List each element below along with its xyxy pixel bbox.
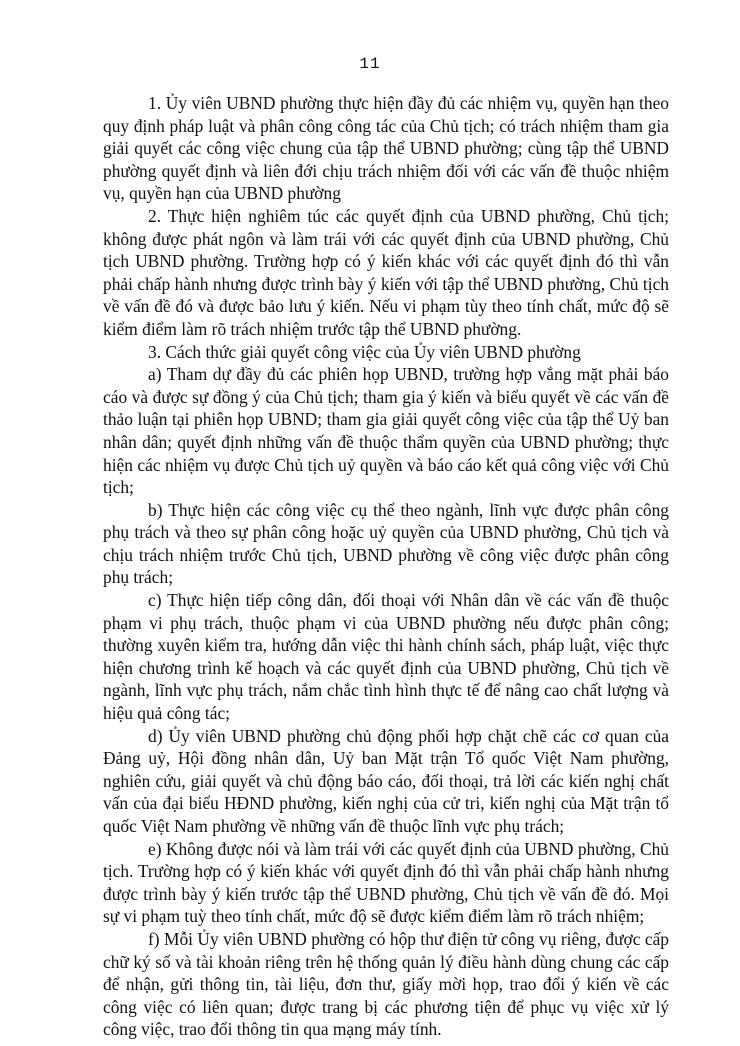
paragraph-3a: a) Tham dự đầy đủ các phiên họp UBND, trường hợp vắng mặt phải báo cáo và được sự đồng ý của Chủ tịch; tham gia ý kiến và biểu quyết về các vấn đề thảo luận tại phiên họp UBND; tham gia giải quyết công việc của tập thể Uỷ ban nhân dân; quyết định những vấn đề thuộc thẩm quyền của UBND phường; thực hiện các nhiệm vụ được Chủ tịch uỷ quyền và báo cáo kết quả công việc với Chủ tịch; bbox=[103, 364, 669, 498]
paragraph-3f: f) Mỗi Ủy viên UBND phường có hộp thư điện tử công vụ riêng, được cấp chữ ký số và tài khoản riêng trên hệ thống quản lý điều hành dùng chung các cấp để nhận, gửi thông tin, tài liệu, đơn thư, giấy mời họp, trao đổi ý kiến về các công việc có liên quan; được trang bị các phương tiện để phục vụ việc xử lý công việc, trao đổi thông tin qua mạng máy tính. bbox=[103, 928, 669, 1040]
paragraph-3e: e) Không được nói và làm trái với các quyết định của UBND phường, Chủ tịch. Trường hợp có ý kiến khác với quyết định đó thì vẫn phải chấp hành nhưng được trình bày ý kiến trước tập thể UBND phường, Chủ tịch về vấn đề đó. Mọi sự vi phạm tuỳ theo tính chất, mức độ sẽ được kiểm điểm làm rõ trách nhiệm; bbox=[103, 838, 669, 927]
paragraph-3d: d) Ủy viên UBND phường chủ động phối hợp chặt chẽ các cơ quan của Đảng uỷ, Hội đồng nhân dân, Uỷ ban Mặt trận Tổ quốc Việt Nam phường, nghiên cứu, giải quyết và chủ động báo cáo, đối thoại, trả lời các kiến nghị chất vấn của đại biểu HĐND phường, kiến nghị của cử tri, kiến nghị của Mặt trận tổ quốc Việt Nam phường về những vấn đề thuộc lĩnh vực phụ trách; bbox=[103, 725, 669, 836]
paragraph-2: 2. Thực hiện nghiêm túc các quyết định của UBND phường, Chủ tịch; không được phát ngôn và làm trái với các quyết định của UBND phường, Chủ tịch UBND phường. Trường hợp có ý kiến khác với các quyết định đó thì vẫn phải chấp hành nhưng được trình bày ý kiến với tập thể UBND phường, Chủ tịch về vấn đề đó và được bảo lưu ý kiến. Nếu vi phạm tùy theo tính chất, mức độ sẽ kiểm điểm làm rõ trách nhiệm trước tập thể UBND phường. bbox=[103, 205, 669, 339]
document-body bbox=[103, 92, 669, 1041]
paragraph-1: 1. Ủy viên UBND phường thực hiện đầy đủ các nhiệm vụ, quyền hạn theo quy định pháp luật và phân công công tác của Chủ tịch; có trách nhiệm tham gia giải quyết các công việc chung của tập thể UBND phường; cùng tập thể UBND phường quyết định và liên đới chịu trách nhiệm đối với các vấn đề thuộc nhiệm vụ, quyền hạn của UBND phường bbox=[103, 93, 669, 204]
paragraph-3-heading: 3. Cách thức giải quyết công việc của Ủy viên UBND phường bbox=[148, 341, 581, 362]
page-number: 11 bbox=[359, 55, 381, 73]
paragraph-3c: c) Thực hiện tiếp công dân, đối thoại với Nhân dân về các vấn đề thuộc phạm vi phụ trách, thuộc phạm vi của UBND phường nếu được phân công; thường xuyên kiểm tra, hướng dẫn việc thi hành chính sách, pháp luật, việc thực hiện chương trình kế hoạch và các quyết định của UBND phường, Chủ tịch về ngành, lĩnh vực phụ trách, nắm chắc tình hình thực tế để nâng cao chất lượng và hiệu quả công tác; bbox=[103, 590, 669, 724]
paragraph-3b: b) Thực hiện các công việc cụ thể theo ngành, lĩnh vực được phân công phụ trách và theo sự phân công hoặc uỷ quyền của UBND phường, Chủ tịch và chịu trách nhiệm trước Chủ tịch, UBND phường về công việc được phân công phụ trách; bbox=[103, 499, 669, 588]
